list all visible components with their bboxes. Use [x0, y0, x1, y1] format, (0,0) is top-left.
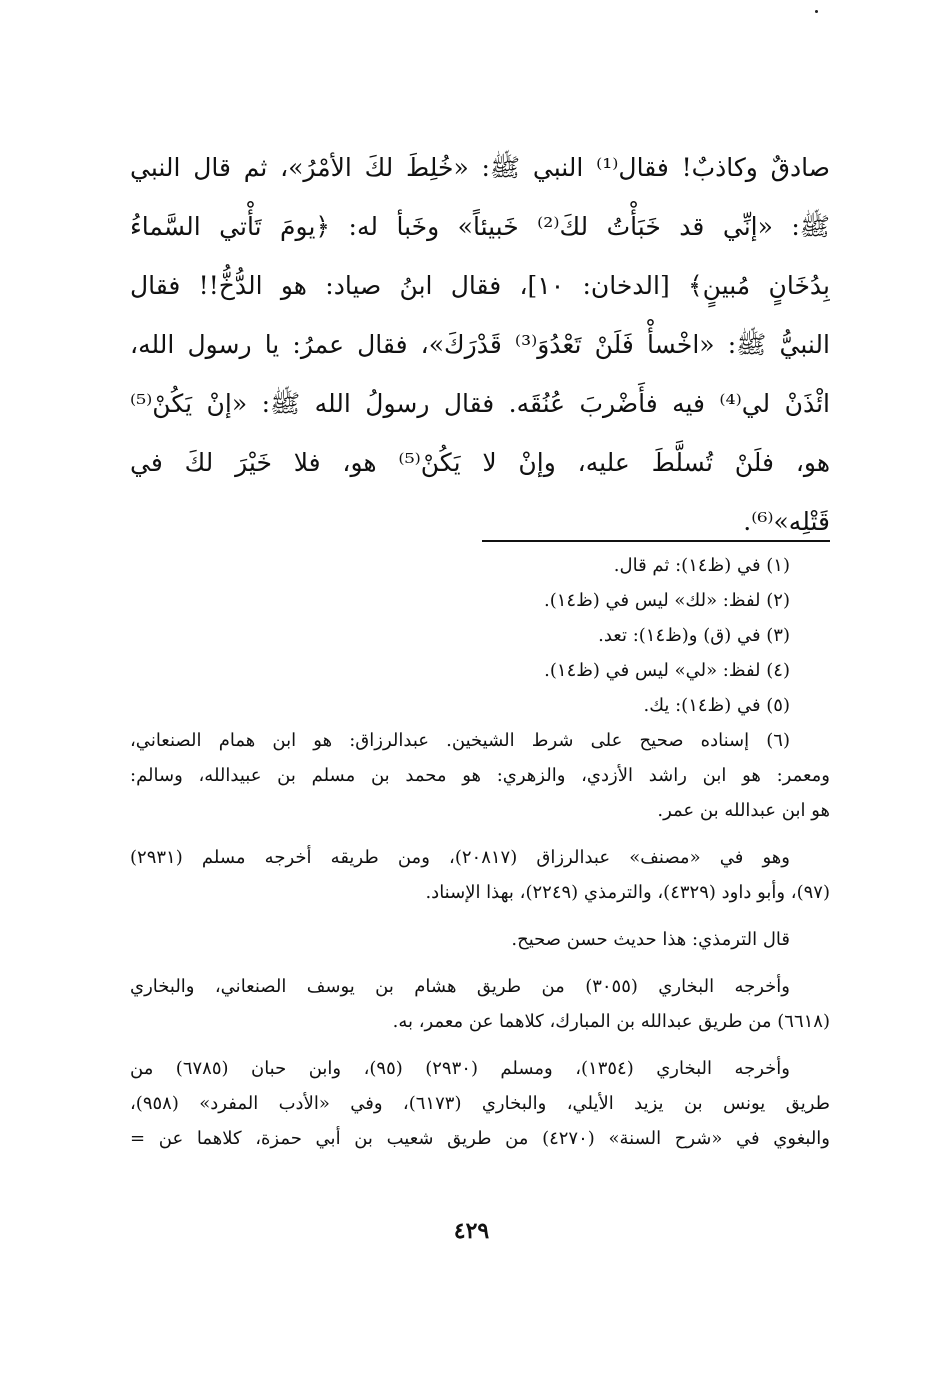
footnote-line: وأخرجه البخاري (١٣٥٤)، ومسلم (٢٩٣٠) (٩٥)، وابن حبان (٦٧٨٥) من — [130, 1058, 790, 1079]
main-text-line: النبيُّ ﷺ: «اخْسأْ فَلَنْ تَعْدُوَ⁽³⁾ قَدْرَكَ»، فقال عمرُ: يا رسول الله، — [130, 330, 830, 359]
footnote-line: طريق يونس بن يزيد الأيلي، والبخاري (٦١٧٣)، وفي «الأدب المفرد» (٩٥٨)، — [130, 1093, 830, 1114]
footnote-line: وهو في «مصنف» عبدالرزاق (٢٠٨١٧)، ومن طريقه أخرجه مسلم (٢٩٣١) — [130, 847, 790, 868]
footnotes — [130, 548, 830, 1156]
main-text-line: هو، فلَنْ تُسلَّطَ عليه، وإنْ لا يَكُنْ⁽⁵⁾ هو، فلا خَيْرَ لكَ في — [130, 448, 830, 477]
footnote-line: هو ابن عبدالله بن عمر. — [657, 800, 830, 821]
main-text-line: ائْذَنْ لي⁽⁴⁾ فيه فأَضْربَ عُنُقَه. فقال رسولُ الله ﷺ: «إنْ يَكُنْ⁽⁵⁾ — [130, 389, 830, 418]
footnote-line: (١) في (ظ١٤): ثم قال. — [613, 555, 790, 576]
footnote-line: والبغوي في «شرح السنة» (٤٢٧٠) من طريق شعيب بن أبي حمزة، كلاهما عن = — [130, 1128, 830, 1149]
main-text-line: بِدُخَانٍ مُبينٍ﴾ [الدخان: ١٠]، فقال ابنُ صياد: هو الدُّخُّ!! فقال — [130, 271, 830, 300]
footnote-line: (٦٦١٨) من طريق عبدالله بن المبارك، كلاهما عن معمر، به. — [392, 1011, 830, 1032]
footnote-line: (٩٧)، وأبو داود (٤٣٢٩)، والترمذي (٢٢٤٩)، بهذا الإسناد. — [425, 882, 830, 903]
footnote-line: (٢) لفظ: «لك» ليس في (ظ١٤). — [544, 590, 790, 611]
footnote-line: ومعمر: هو ابن راشد الأزدي، والزهري: هو محمد بن مسلم بن عبيدالله، وسالم: — [130, 765, 830, 786]
main-text — [130, 138, 830, 551]
footnote-line: وأخرجه البخاري (٣٠٥٥) من طريق هشام بن يوسف الصنعاني، والبخاري — [130, 976, 790, 997]
main-text-line: قَتْلِه»⁽⁶⁾. — [743, 507, 830, 536]
footnote-line: قال الترمذي: هذا حديث حسن صحيح. — [511, 929, 790, 950]
page-number: ٤٢٩ — [453, 1218, 490, 1244]
footnote-line: (٥) في (ظ١٤): يك. — [643, 695, 790, 716]
main-text-line: صادقٌ وكاذبٌ! فقال⁽¹⁾ النبي ﷺ: «خُلِطَ لكَ الأمْرُ»، ثم قال النبي — [130, 153, 830, 182]
speck-mark — [815, 10, 818, 13]
footnote-line: (٤) لفظ: «لي» ليس في (ظ١٤). — [544, 660, 790, 681]
footnote-line: (٣) في (ق) و(ظ١٤): تعد. — [598, 625, 790, 646]
footnote-line: (٦) إسناده صحيح على شرط الشيخين. عبدالرزاق: هو ابن همام الصنعاني، — [130, 730, 790, 751]
main-text-line: ﷺ: «إنِّي قد خَبَأْتُ لكَ⁽²⁾ خَبيئاً» وخَبأ له: ﴿يومَ تَأْتي السَّماءُ — [130, 212, 830, 241]
footnote-separator — [482, 540, 830, 542]
